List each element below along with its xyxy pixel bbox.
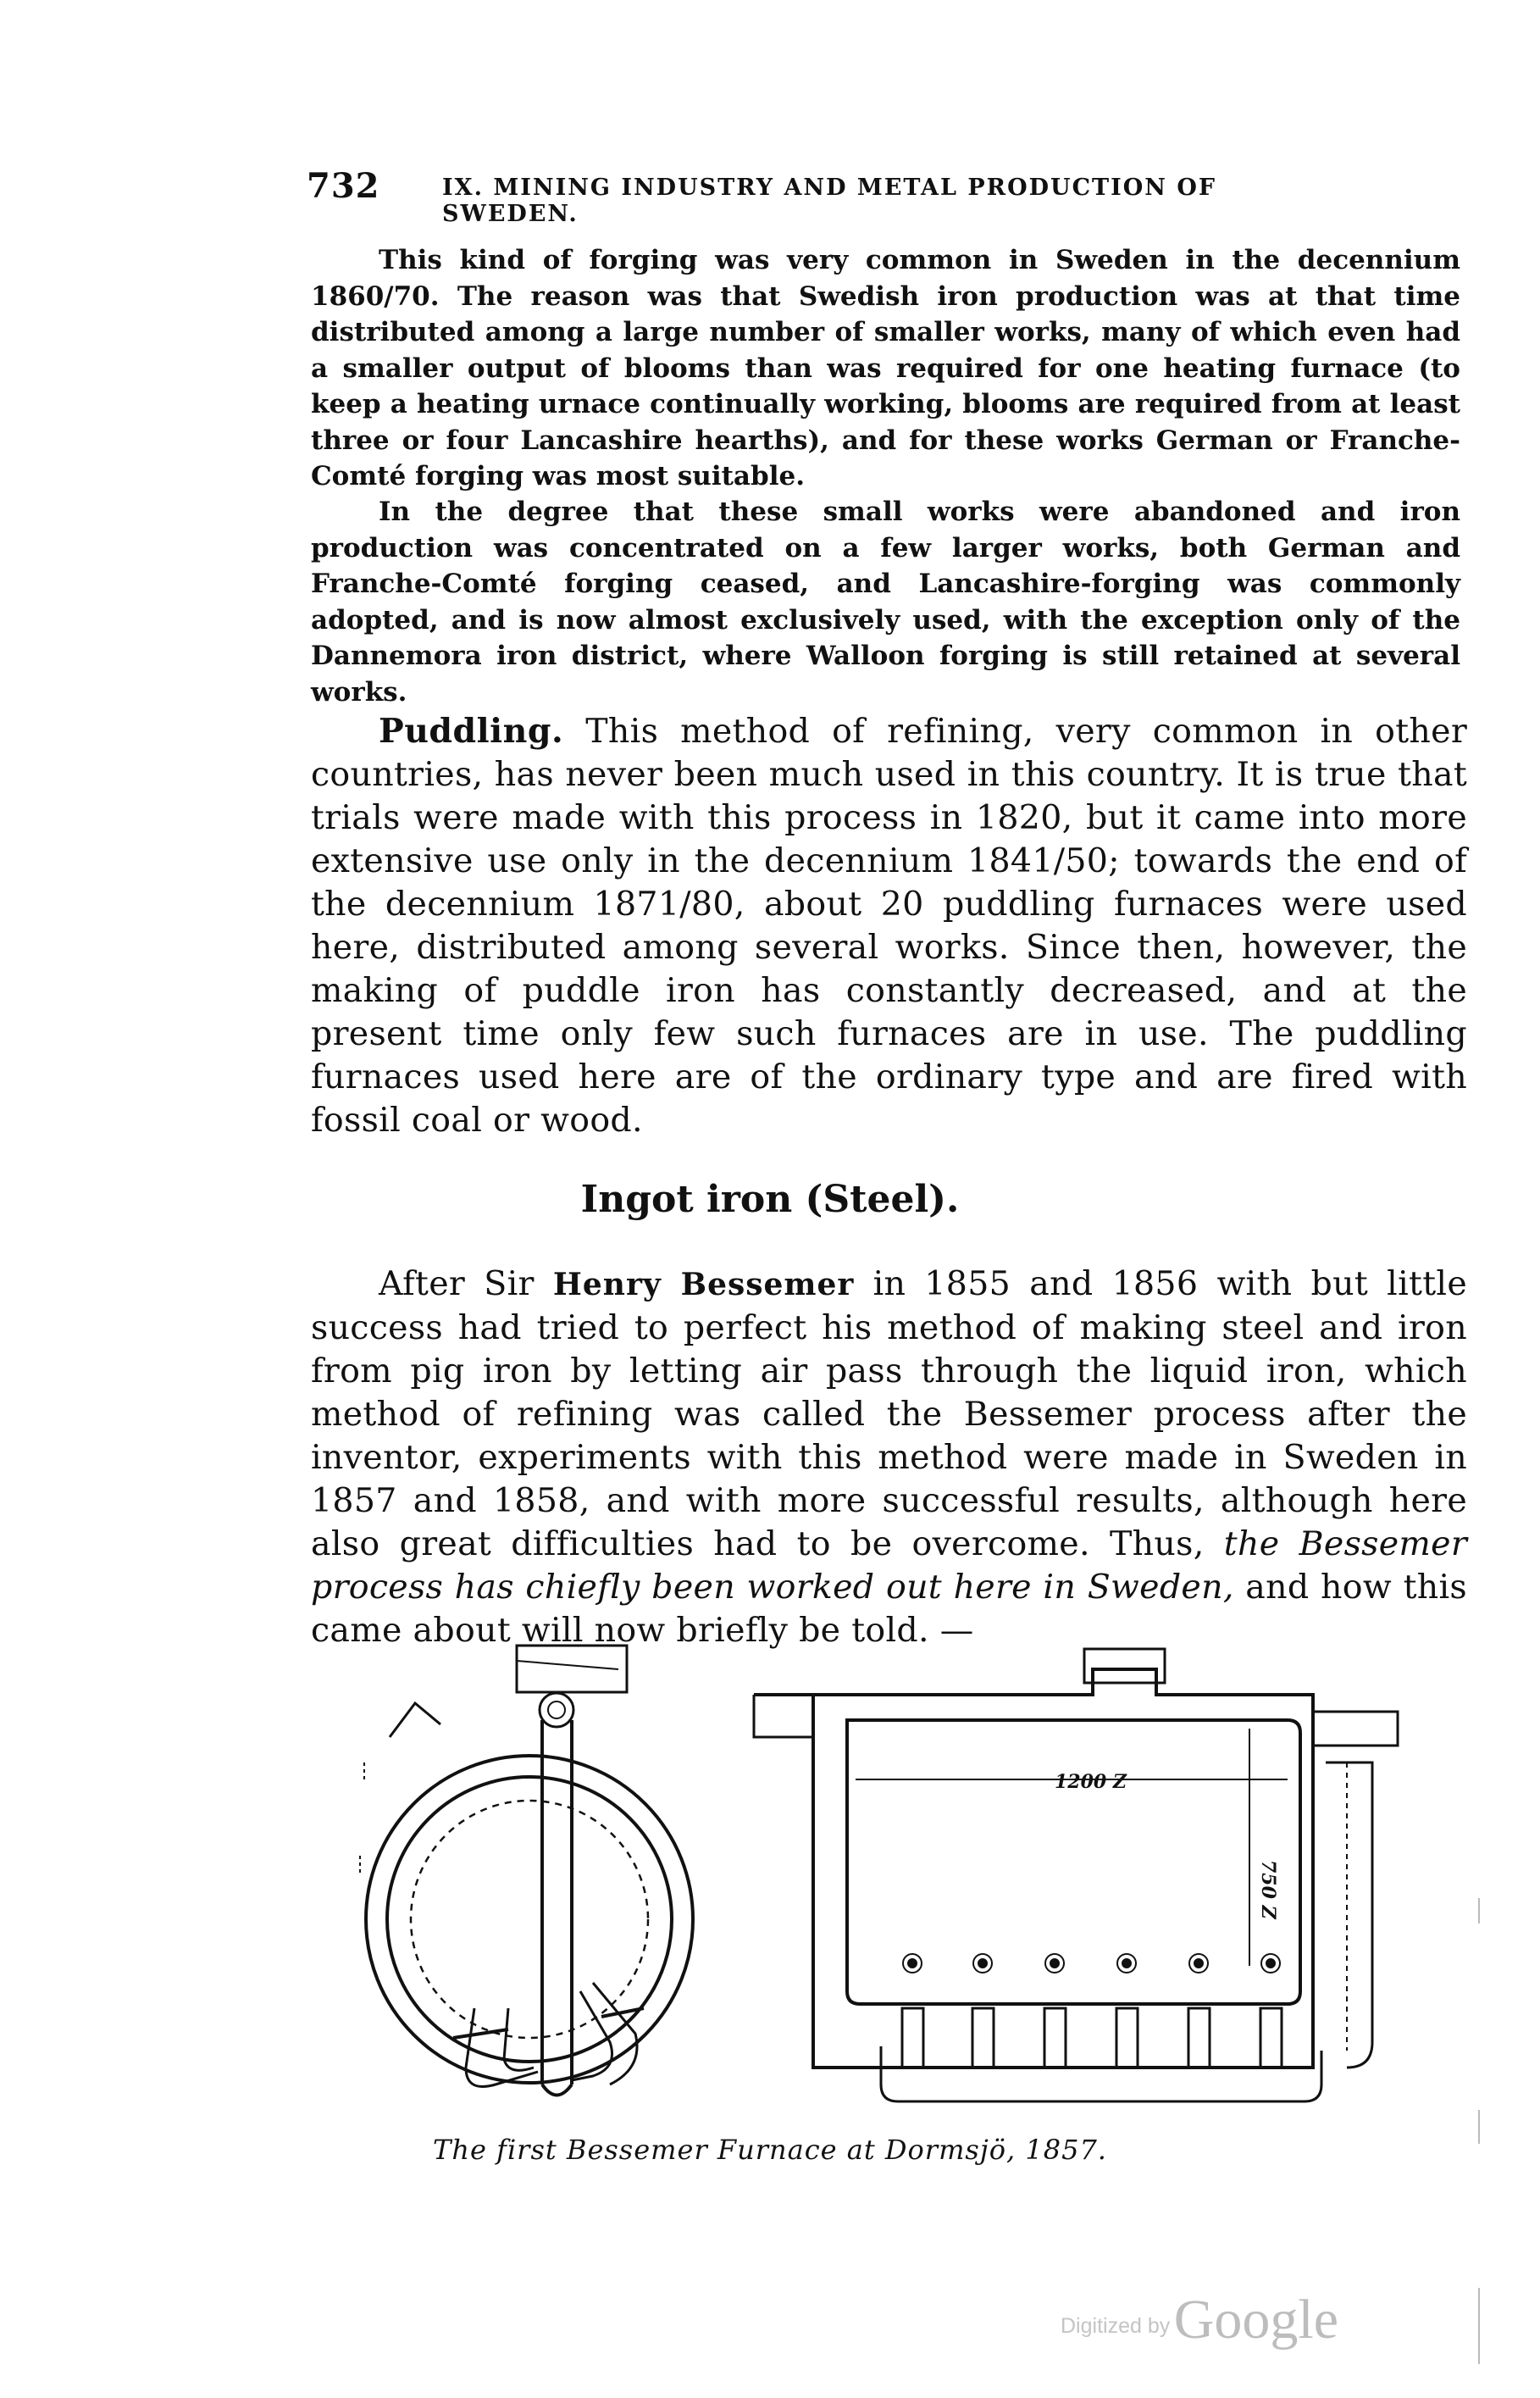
dimension-width-label: 1200 Z xyxy=(1055,1771,1127,1793)
puddling-text: This method of refining, very common in other countries, has never been much used in this country. It is true that trials were made with this process in 1820, but it came into more extensive use only in the decennium 1841/50; towards the end of the decennium 1871/80, about 20 puddling furnaces were used here, distributed among several works. Since then, however, the making of puddle iron has constantly decreased, and at the present time only few such furnaces are in use. The puddling furnaces used here are of the ordinary type and are fired with fossil coal or wood. xyxy=(311,712,1468,1140)
running-head: IX. MINING INDUSTRY AND METAL PRODUCTION OF SWEDEN. xyxy=(442,175,1217,227)
watermark-digitized-text: Digitized by xyxy=(1061,2314,1171,2338)
figure-caption: The first Bessemer Furnace at Dormsjö, 1857. xyxy=(433,2134,1107,2166)
dimension-height-label: 750 Z xyxy=(1257,1860,1279,1919)
google-logo: Google xyxy=(1173,2289,1338,2351)
puddling-heading: Puddling. xyxy=(379,712,564,751)
forging-paragraph-2: In the degree that these small works were abandoned and iron production was concentrated on a few larger works, both German and Franche-Comté forging ceased, and Lancashire-forging was commonly adopted, and is now almost exclusively used, with the exception only of the Dannemora iron district, where Walloon forging is still retained at several works. xyxy=(311,497,1460,708)
furnace-plan-view xyxy=(360,1646,693,2095)
page-number: 732 xyxy=(307,166,380,206)
page-header xyxy=(307,166,1357,227)
emphasis-text: the Bessemer process has chiefly been worked out here in Sweden, xyxy=(311,1524,1467,1607)
scan-edge-mark xyxy=(1478,2110,1480,2144)
scan-edge-mark xyxy=(1478,2288,1480,2364)
furnace-figure xyxy=(339,1644,1474,2118)
bessemer-paragraph xyxy=(311,1263,1467,1652)
section-title: Ingot iron (Steel). xyxy=(580,1178,960,1221)
digitized-watermark xyxy=(1061,2288,1338,2352)
author-name: Henry Bessemer xyxy=(552,1267,855,1302)
forging-paragraph-1: This kind of forging was very common in Sweden in the decennium 1860/70. The reason was that Swedish iron production was at that time distributed among a large number of smaller works, many of which even had a smaller output of blooms than was required for one heating furnace (to keep a heating urnace continually working, blooms are required from at least three or four Lancashire hearths), and for these works German or Franche-Comté forging was most suitable. xyxy=(311,245,1460,491)
bessemer-text-c: and how this came about will now briefly be told. — xyxy=(311,1568,1467,1650)
puddling-paragraph xyxy=(311,710,1467,1142)
furnace-drawing xyxy=(339,1644,1474,2118)
furnace-section-view xyxy=(754,1649,1398,2101)
scan-edge-mark xyxy=(1478,1898,1480,1923)
bessemer-text-a: After Sir xyxy=(379,1264,535,1303)
bessemer-text-b: in 1855 and 1856 with but little success had tried to perfect his method of making steel and iron from pig iron by letting air pass through the liquid iron, which method of refining was called the Bessemer process after the inventor, experiments with this method were made in Sweden in 1857 and 1858, and with more successful results, although here also great difficulties had to be overcome. Thus, xyxy=(311,1264,1468,1563)
